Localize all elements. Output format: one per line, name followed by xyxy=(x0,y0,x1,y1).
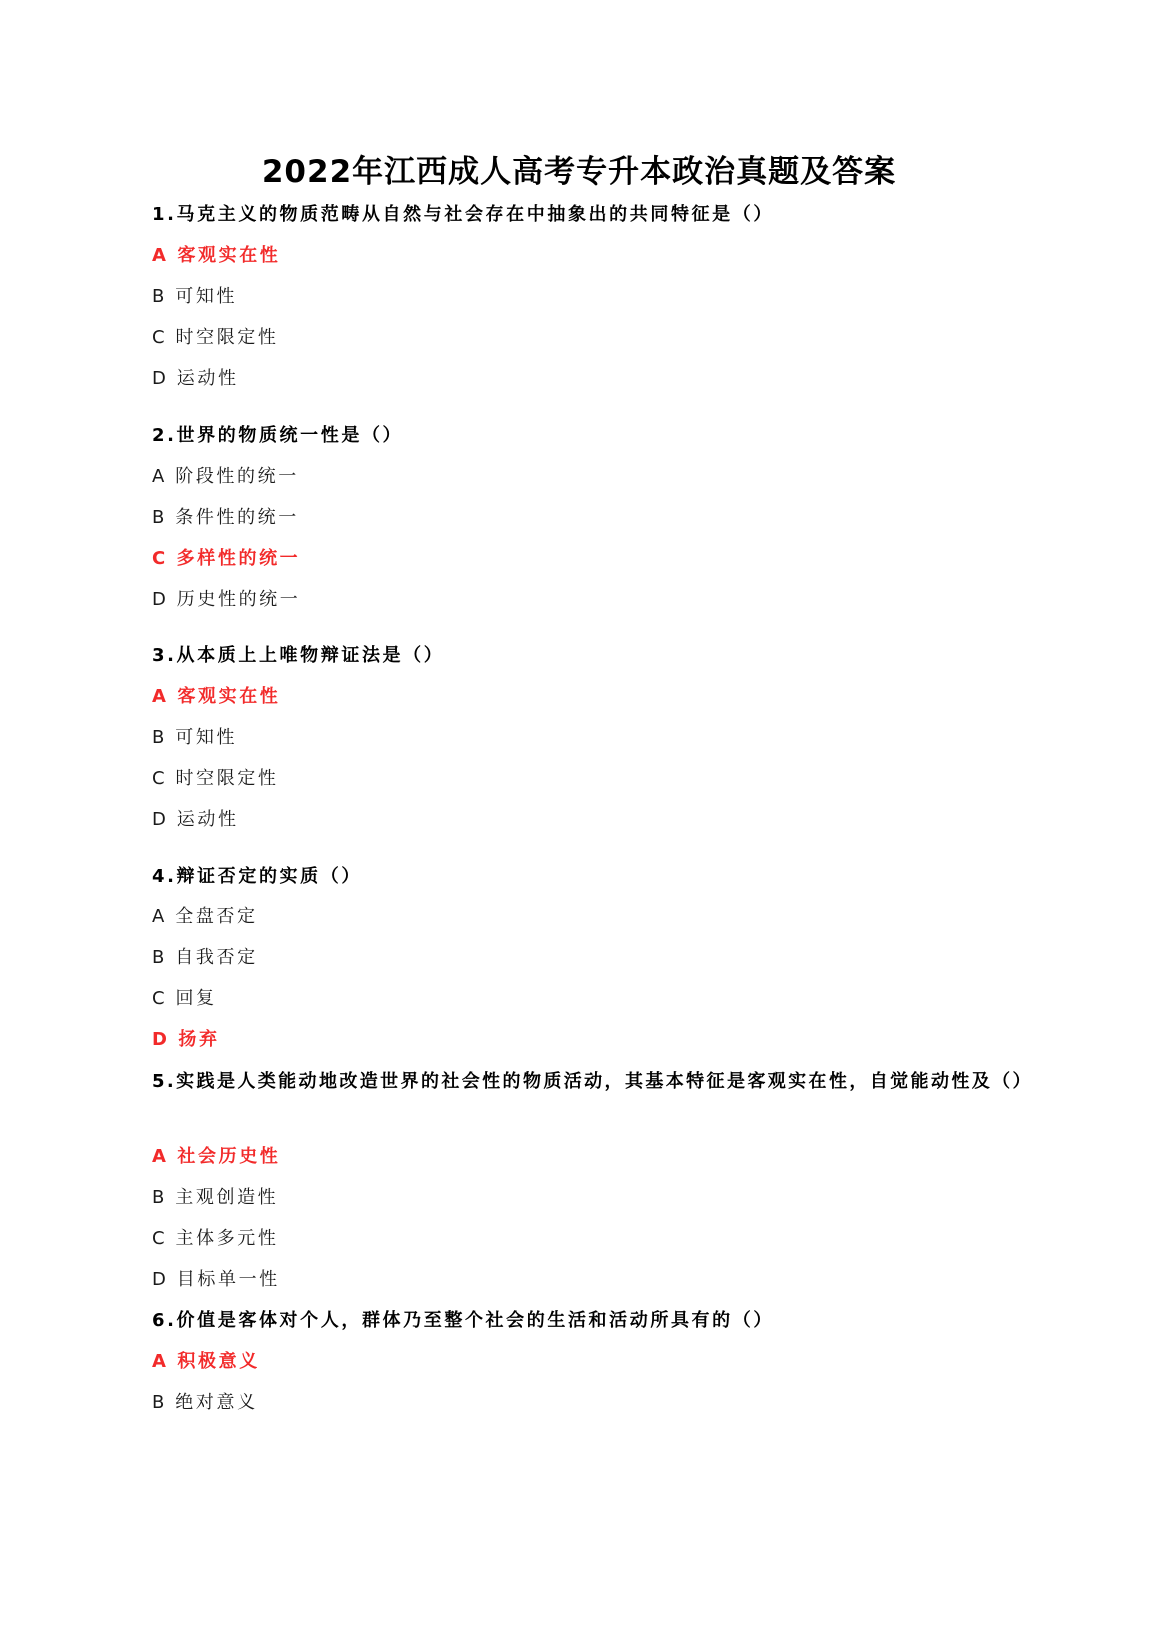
question-3-option-d: D 运动性 xyxy=(152,809,239,830)
question-1-option-c: C 时空限定性 xyxy=(152,327,279,348)
question-1-option-b: B 可知性 xyxy=(152,286,238,307)
question-4-option-d: D 扬弃 xyxy=(152,1029,220,1050)
question-5-option-c: C 主体多元性 xyxy=(152,1228,279,1249)
question-1-stem: 1.马克主义的物质范畴从自然与社会存在中抽象出的共同特征是（） xyxy=(152,204,774,225)
question-4-option-b: B 自我否定 xyxy=(152,947,258,968)
question-3-option-c: C 时空限定性 xyxy=(152,768,279,789)
question-3-option-b: B 可知性 xyxy=(152,727,238,748)
question-1-option-d: D 运动性 xyxy=(152,368,239,389)
question-4-option-a: A 全盘否定 xyxy=(152,906,258,927)
question-5-stem: 5.实践是人类能动地改造世界的社会性的物质活动，其基本特征是客观实在性，自觉能动性及（） xyxy=(152,1071,1033,1092)
question-2-option-b: B 条件性的统一 xyxy=(152,507,299,528)
question-4-option-c: C 回复 xyxy=(152,988,217,1009)
question-2-stem: 2.世界的物质统一性是（） xyxy=(152,425,404,446)
question-3-stem: 3.从本质上上唯物辩证法是（） xyxy=(152,645,445,666)
question-1-option-a: A 客观实在性 xyxy=(152,245,281,266)
question-6-option-a: A 积极意义 xyxy=(152,1351,260,1372)
question-4-stem: 4.辩证否定的实质（） xyxy=(152,866,362,887)
question-3-option-a: A 客观实在性 xyxy=(152,686,281,707)
question-5-option-d: D 目标单一性 xyxy=(152,1269,280,1290)
question-5-option-a: A 社会历史性 xyxy=(152,1146,281,1167)
page-title: 2022年江西成人高考专升本政治真题及答案 xyxy=(261,154,897,190)
question-6-option-b: B 绝对意义 xyxy=(152,1392,258,1413)
question-5-option-b: B 主观创造性 xyxy=(152,1187,279,1208)
question-2-option-d: D 历史性的统一 xyxy=(152,589,301,610)
question-2-option-c: C 多样性的统一 xyxy=(152,548,301,569)
question-2-option-a: A 阶段性的统一 xyxy=(152,466,299,487)
question-6-stem: 6.价值是客体对个人，群体乃至整个社会的生活和活动所具有的（） xyxy=(152,1310,774,1331)
